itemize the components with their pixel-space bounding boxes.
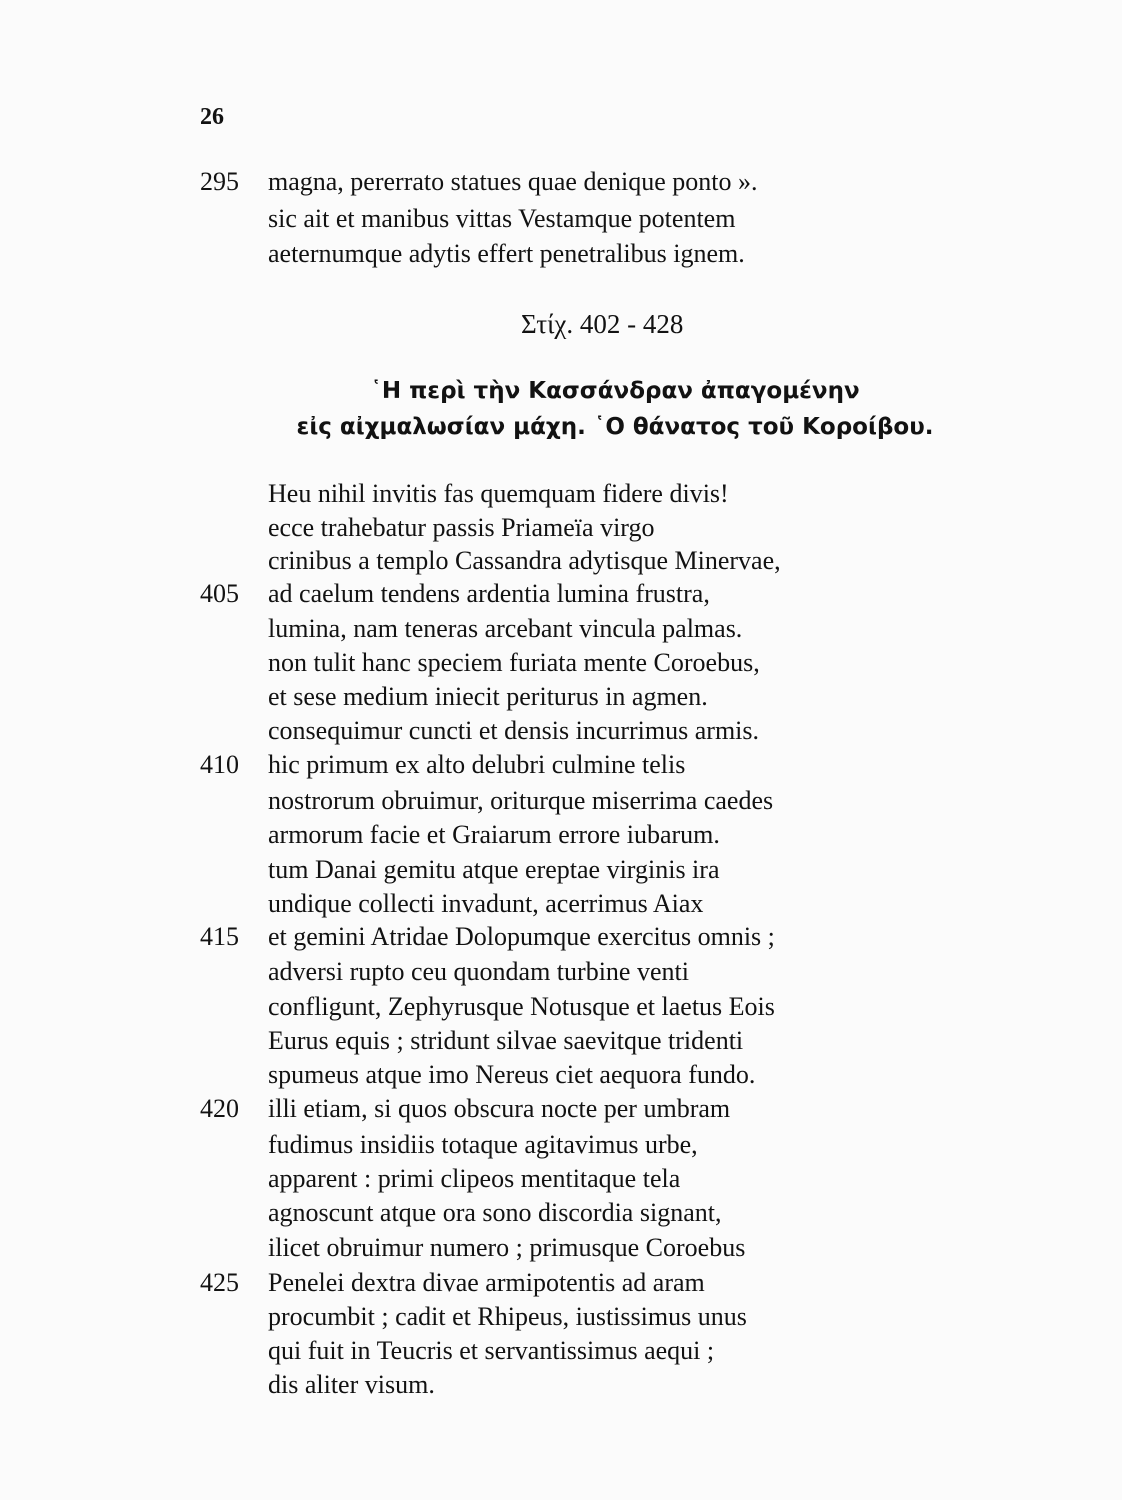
verse-line: ilicet obruimur numero ; primusque Coroebus	[268, 1233, 746, 1262]
verse-line: fudimus insidiis totaque agitavimus urbe,	[268, 1130, 698, 1159]
verse-line: Heu nihil invitis fas quemquam fidere divis!	[268, 479, 729, 508]
verse-line: magna, pererrato statues quae denique ponto ».	[268, 167, 758, 196]
verse-line: agnoscunt atque ora sono discordia signant,	[268, 1198, 722, 1227]
verse-line: adversi rupto ceu quondam turbine venti	[268, 957, 689, 986]
verse-line: ad caelum tendens ardentia lumina frustra,	[268, 579, 710, 608]
verse-line: aeternumque adytis effert penetralibus ignem.	[268, 239, 745, 268]
verse-line: armorum facie et Graiarum errore iubarum.	[268, 820, 720, 849]
verse-line: spumeus atque imo Nereus ciet aequora fundo.	[268, 1060, 756, 1089]
page-number: 26	[200, 104, 224, 130]
verse-line: crinibus a templo Cassandra adytisque Minervae,	[268, 546, 781, 575]
line-number-410: 410	[200, 750, 239, 779]
verse-line: et gemini Atridae Dolopumque exercitus omnis ;	[268, 922, 775, 951]
verse-line: hic primum ex alto delubri culmine telis	[268, 750, 686, 779]
section-heading-line-2: εἰς αἰχμαλωσίαν μάχη. ῾Ο θάνατος τοῦ Κοροίβου.	[296, 414, 934, 440]
verse-line: et sese medium iniecit periturus in agmen.	[268, 682, 708, 711]
verse-line: apparent : primi clipeos mentitaque tela	[268, 1164, 681, 1193]
verse-line: dis aliter visum.	[268, 1370, 435, 1399]
line-number-295: 295	[200, 167, 239, 196]
verse-line: confligunt, Zephyrusque Notusque et laetus Eois	[268, 992, 775, 1021]
verse-line: Eurus equis ; stridunt silvae saevitque tridenti	[268, 1026, 744, 1055]
verse-line: nostrorum obruimur, oriturque miserrima caedes	[268, 786, 774, 815]
verse-line: illi etiam, si quos obscura nocte per umbram	[268, 1094, 731, 1123]
verse-line: tum Danai gemitu atque ereptae virginis ira	[268, 855, 720, 884]
verse-line: lumina, nam teneras arcebant vincula palmas.	[268, 614, 743, 643]
verse-line: non tulit hanc speciem furiata mente Coroebus,	[268, 648, 760, 677]
verse-line: ecce trahebatur passis Priameïa virgo	[268, 513, 655, 542]
line-number-425: 425	[200, 1268, 239, 1297]
section-reference: Στίχ. 402 - 428	[521, 309, 684, 339]
line-number-415: 415	[200, 922, 239, 951]
section-heading-line-1: ῾Η περὶ τὴν Κασσάνδραν ἀπαγομένην	[370, 378, 860, 404]
verse-line: qui fuit in Teucris et servantissimus aequi ;	[268, 1336, 715, 1365]
verse-line: procumbit ; cadit et Rhipeus, iustissimus unus	[268, 1302, 747, 1331]
verse-line: sic ait et manibus vittas Vestamque potentem	[268, 204, 736, 233]
line-number-420: 420	[200, 1094, 239, 1123]
verse-line: consequimur cuncti et densis incurrimus armis.	[268, 716, 760, 745]
verse-line: Penelei dextra divae armipotentis ad aram	[268, 1268, 705, 1297]
verse-line: undique collecti invadunt, acerrimus Aiax	[268, 889, 704, 918]
line-number-405: 405	[200, 579, 239, 608]
